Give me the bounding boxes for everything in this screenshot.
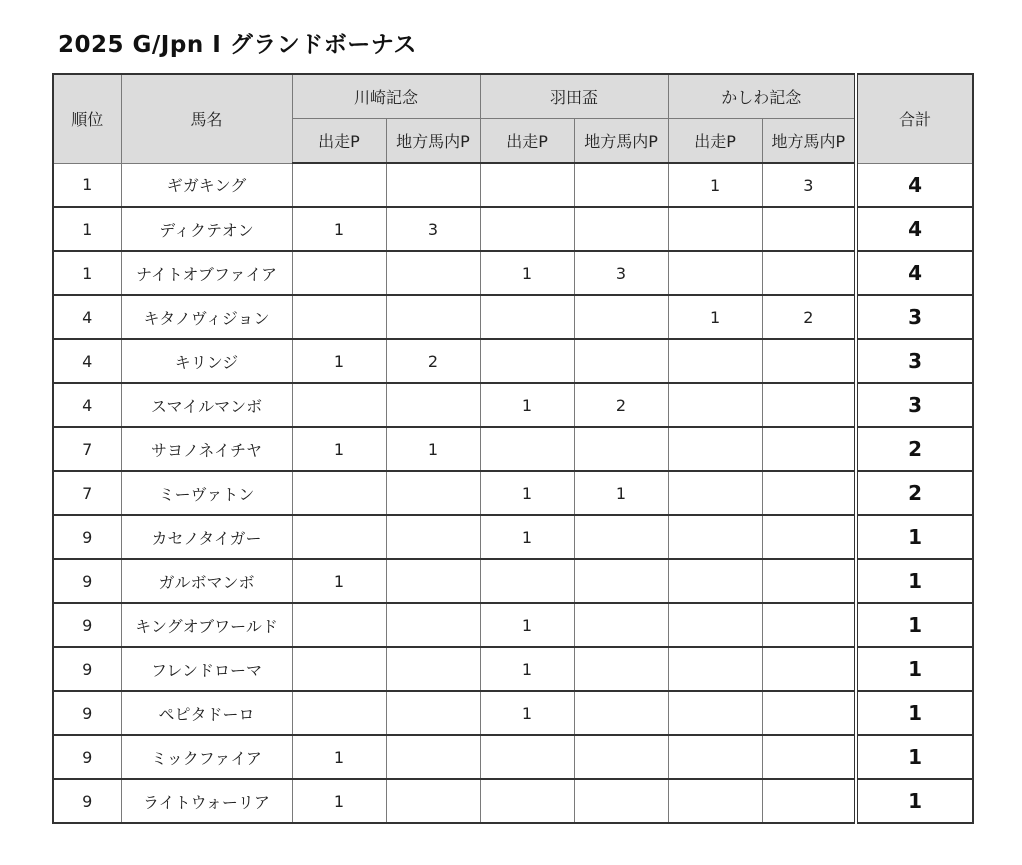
header-rank: 順位 — [53, 74, 121, 163]
kawasaki-local-points-cell — [386, 603, 480, 647]
kawasaki-run-points-cell: 1 — [292, 427, 386, 471]
table-row — [53, 603, 973, 647]
header-horse-name: 馬名 — [121, 74, 292, 163]
horse-name-cell: スマイルマンボ — [121, 383, 292, 427]
header-row-races — [53, 74, 973, 119]
header-kashiwa-run-points: 出走P — [668, 119, 762, 164]
kashiwa-local-points-cell — [762, 735, 856, 779]
kashiwa-local-points-cell — [762, 383, 856, 427]
kashiwa-local-points-cell — [762, 471, 856, 515]
header-race-kashiwa: かしわ記念 — [668, 74, 856, 119]
kashiwa-local-points-cell — [762, 603, 856, 647]
table-row — [53, 647, 973, 691]
horse-name-cell: ペピタドーロ — [121, 691, 292, 735]
kawasaki-run-points-cell: 1 — [292, 779, 386, 823]
kashiwa-local-points-cell: 3 — [762, 163, 856, 207]
rank-cell: 4 — [53, 339, 121, 383]
header-total: 合計 — [856, 74, 973, 163]
rank-cell: 1 — [53, 251, 121, 295]
page-title: 2025 G/Jpn Ⅰ グランドボーナス — [58, 32, 417, 58]
header-haneda-local-points: 地方馬内P — [574, 119, 668, 164]
horse-name-cell: ディクテオン — [121, 207, 292, 251]
haneda-local-points-cell — [574, 647, 668, 691]
kawasaki-run-points-cell — [292, 163, 386, 207]
kawasaki-local-points-cell — [386, 559, 480, 603]
horse-name-cell: ナイトオブファイア — [121, 251, 292, 295]
haneda-run-points-cell — [480, 427, 574, 471]
table-row — [53, 779, 973, 823]
kashiwa-run-points-cell — [668, 471, 762, 515]
haneda-run-points-cell: 1 — [480, 603, 574, 647]
kashiwa-local-points-cell — [762, 207, 856, 251]
horse-name-cell: ガルボマンボ — [121, 559, 292, 603]
kawasaki-run-points-cell: 1 — [292, 735, 386, 779]
kawasaki-run-points-cell — [292, 603, 386, 647]
kashiwa-local-points-cell — [762, 251, 856, 295]
table-row — [53, 427, 973, 471]
total-points-cell: 1 — [856, 779, 973, 823]
total-points-cell: 1 — [856, 691, 973, 735]
haneda-run-points-cell — [480, 779, 574, 823]
kashiwa-run-points-cell — [668, 383, 762, 427]
haneda-run-points-cell — [480, 339, 574, 383]
kawasaki-local-points-cell — [386, 295, 480, 339]
kashiwa-local-points-cell — [762, 691, 856, 735]
haneda-local-points-cell: 1 — [574, 471, 668, 515]
table-row — [53, 471, 973, 515]
rank-cell: 7 — [53, 471, 121, 515]
horse-name-cell: ミーヴァトン — [121, 471, 292, 515]
kashiwa-local-points-cell — [762, 339, 856, 383]
total-points-cell: 2 — [856, 471, 973, 515]
header-kawasaki-run-points: 出走P — [292, 119, 386, 164]
bonus-standings-table — [52, 73, 974, 824]
rank-cell: 9 — [53, 559, 121, 603]
total-points-cell: 1 — [856, 515, 973, 559]
table-row — [53, 559, 973, 603]
header-haneda-run-points: 出走P — [480, 119, 574, 164]
haneda-local-points-cell — [574, 295, 668, 339]
kawasaki-local-points-cell — [386, 691, 480, 735]
kawasaki-local-points-cell — [386, 735, 480, 779]
kawasaki-run-points-cell: 1 — [292, 207, 386, 251]
kashiwa-run-points-cell — [668, 735, 762, 779]
haneda-local-points-cell — [574, 339, 668, 383]
header-race-haneda: 羽田盃 — [480, 74, 668, 119]
haneda-run-points-cell — [480, 295, 574, 339]
haneda-run-points-cell — [480, 163, 574, 207]
total-points-cell: 4 — [856, 163, 973, 207]
haneda-run-points-cell: 1 — [480, 383, 574, 427]
haneda-run-points-cell: 1 — [480, 515, 574, 559]
total-points-cell: 1 — [856, 559, 973, 603]
kashiwa-local-points-cell: 2 — [762, 295, 856, 339]
kashiwa-local-points-cell — [762, 559, 856, 603]
kashiwa-run-points-cell — [668, 691, 762, 735]
kawasaki-local-points-cell — [386, 471, 480, 515]
kawasaki-local-points-cell — [386, 163, 480, 207]
total-points-cell: 1 — [856, 647, 973, 691]
total-points-cell: 3 — [856, 383, 973, 427]
table-row — [53, 163, 973, 207]
total-points-cell: 4 — [856, 251, 973, 295]
haneda-run-points-cell: 1 — [480, 647, 574, 691]
kawasaki-run-points-cell — [292, 515, 386, 559]
kashiwa-run-points-cell — [668, 779, 762, 823]
haneda-run-points-cell — [480, 207, 574, 251]
kawasaki-local-points-cell — [386, 779, 480, 823]
haneda-local-points-cell — [574, 603, 668, 647]
rank-cell: 9 — [53, 647, 121, 691]
rank-cell: 9 — [53, 515, 121, 559]
haneda-local-points-cell — [574, 207, 668, 251]
table-row — [53, 735, 973, 779]
horse-name-cell: キリンジ — [121, 339, 292, 383]
kawasaki-run-points-cell: 1 — [292, 559, 386, 603]
total-points-cell: 4 — [856, 207, 973, 251]
kawasaki-run-points-cell — [292, 251, 386, 295]
rank-cell: 9 — [53, 603, 121, 647]
kashiwa-run-points-cell — [668, 515, 762, 559]
header-kashiwa-local-points: 地方馬内P — [762, 119, 856, 164]
haneda-local-points-cell — [574, 427, 668, 471]
table-row — [53, 515, 973, 559]
kashiwa-run-points-cell — [668, 427, 762, 471]
horse-name-cell: ギガキング — [121, 163, 292, 207]
table-row — [53, 251, 973, 295]
kashiwa-run-points-cell: 1 — [668, 163, 762, 207]
haneda-local-points-cell — [574, 515, 668, 559]
rank-cell: 1 — [53, 207, 121, 251]
horse-name-cell: フレンドローマ — [121, 647, 292, 691]
haneda-run-points-cell: 1 — [480, 691, 574, 735]
table-row — [53, 207, 973, 251]
kawasaki-run-points-cell — [292, 295, 386, 339]
table-body — [53, 163, 973, 823]
total-points-cell: 2 — [856, 427, 973, 471]
kawasaki-local-points-cell — [386, 515, 480, 559]
kawasaki-local-points-cell — [386, 251, 480, 295]
haneda-run-points-cell — [480, 559, 574, 603]
total-points-cell: 3 — [856, 295, 973, 339]
haneda-local-points-cell — [574, 779, 668, 823]
kashiwa-run-points-cell — [668, 251, 762, 295]
table-row — [53, 691, 973, 735]
horse-name-cell: ライトウォーリア — [121, 779, 292, 823]
table-row — [53, 339, 973, 383]
haneda-local-points-cell — [574, 691, 668, 735]
rank-cell: 9 — [53, 779, 121, 823]
kashiwa-run-points-cell — [668, 207, 762, 251]
table-row — [53, 295, 973, 339]
kawasaki-local-points-cell — [386, 647, 480, 691]
kashiwa-run-points-cell: 1 — [668, 295, 762, 339]
kashiwa-local-points-cell — [762, 779, 856, 823]
rank-cell: 9 — [53, 735, 121, 779]
kawasaki-local-points-cell: 1 — [386, 427, 480, 471]
kashiwa-local-points-cell — [762, 515, 856, 559]
kashiwa-run-points-cell — [668, 559, 762, 603]
haneda-local-points-cell: 3 — [574, 251, 668, 295]
total-points-cell: 3 — [856, 339, 973, 383]
kawasaki-run-points-cell: 1 — [292, 339, 386, 383]
kashiwa-run-points-cell — [668, 647, 762, 691]
haneda-run-points-cell — [480, 735, 574, 779]
kashiwa-local-points-cell — [762, 647, 856, 691]
header-kawasaki-local-points: 地方馬内P — [386, 119, 480, 164]
horse-name-cell: カセノタイガー — [121, 515, 292, 559]
haneda-run-points-cell: 1 — [480, 251, 574, 295]
haneda-local-points-cell — [574, 163, 668, 207]
rank-cell: 4 — [53, 383, 121, 427]
table-row — [53, 383, 973, 427]
total-points-cell: 1 — [856, 603, 973, 647]
rank-cell: 7 — [53, 427, 121, 471]
kawasaki-run-points-cell — [292, 383, 386, 427]
haneda-run-points-cell: 1 — [480, 471, 574, 515]
horse-name-cell: キングオブワールド — [121, 603, 292, 647]
kashiwa-local-points-cell — [762, 427, 856, 471]
kashiwa-run-points-cell — [668, 603, 762, 647]
kawasaki-local-points-cell: 2 — [386, 339, 480, 383]
horse-name-cell: サヨノネイチヤ — [121, 427, 292, 471]
rank-cell: 4 — [53, 295, 121, 339]
total-points-cell: 1 — [856, 735, 973, 779]
kashiwa-run-points-cell — [668, 339, 762, 383]
horse-name-cell: ミックファイア — [121, 735, 292, 779]
kawasaki-run-points-cell — [292, 471, 386, 515]
rank-cell: 1 — [53, 163, 121, 207]
haneda-local-points-cell — [574, 735, 668, 779]
table-header — [53, 74, 973, 163]
horse-name-cell: キタノヴィジョン — [121, 295, 292, 339]
kawasaki-run-points-cell — [292, 691, 386, 735]
kawasaki-run-points-cell — [292, 647, 386, 691]
rank-cell: 9 — [53, 691, 121, 735]
haneda-local-points-cell: 2 — [574, 383, 668, 427]
kawasaki-local-points-cell — [386, 383, 480, 427]
kawasaki-local-points-cell: 3 — [386, 207, 480, 251]
haneda-local-points-cell — [574, 559, 668, 603]
header-race-kawasaki: 川崎記念 — [292, 74, 480, 119]
